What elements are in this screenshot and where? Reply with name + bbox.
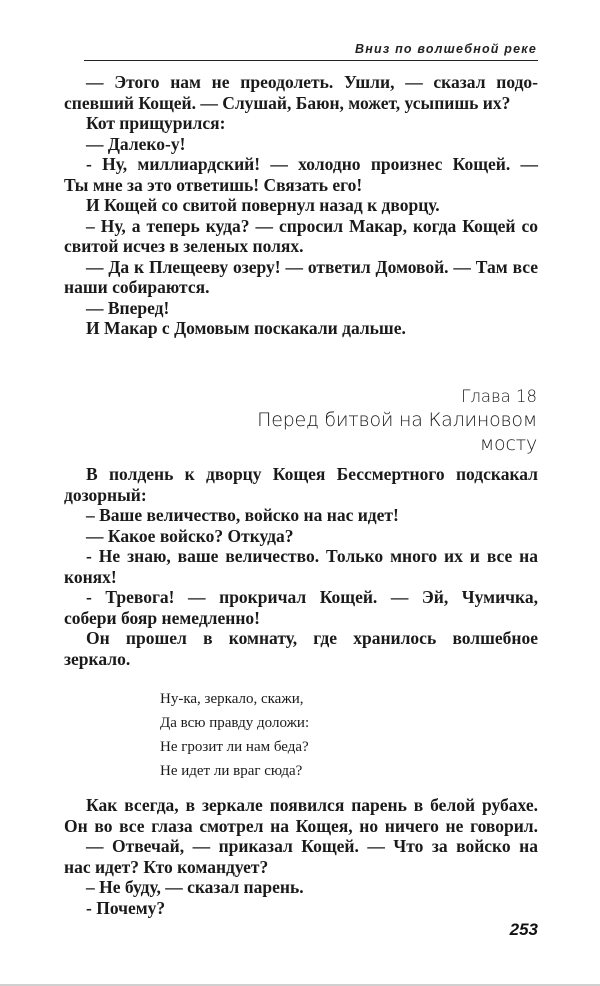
text-block-3 bbox=[64, 795, 538, 918]
text-line: дозорный: bbox=[64, 484, 147, 505]
page-number: 253 bbox=[509, 920, 538, 939]
text-line: спевший Кощей. — Слушай, Баюн, может, усыпишь их? bbox=[64, 92, 511, 113]
text-line: Как всегда, в зеркале появился парень в белой рубахе. bbox=[86, 795, 538, 815]
text-line: собери бояр немедленно! bbox=[64, 607, 260, 628]
text-line: — Какое войско? Откуда? bbox=[86, 525, 294, 546]
text-line: Ты мне за это ответишь! Связать его! bbox=[64, 174, 363, 195]
running-head: Вниз по волшебной реке bbox=[355, 42, 537, 56]
text-line: – Ваше величество, войско на нас идет! bbox=[86, 505, 399, 525]
text-line: — Отвечай, — приказал Кощей. — Что за войско на bbox=[86, 836, 538, 856]
chapter-heading bbox=[200, 386, 537, 456]
text-line: — Вперед! bbox=[86, 297, 170, 318]
text-line: зеркало. bbox=[64, 648, 131, 669]
text-line: - Не знаю, ваше величество. Только много их и все на bbox=[86, 546, 538, 566]
text-line: – Не буду, — сказал парень. bbox=[86, 877, 304, 897]
verse-line: Ну-ка, зеркало, скажи, bbox=[160, 691, 304, 707]
text-block-2 bbox=[64, 464, 538, 669]
text-line: - Почему? bbox=[86, 897, 166, 918]
text-line: наши собираются. bbox=[64, 277, 210, 297]
header-rule bbox=[84, 60, 538, 61]
text-line: - Тревога! — прокричал Кощей. — Эй, Чумичка, bbox=[86, 587, 538, 607]
text-line: И Макар с Домовым поскакали дальше. bbox=[86, 318, 406, 338]
text-line: — Далеко-у! bbox=[86, 133, 186, 154]
text-line: конях! bbox=[64, 566, 117, 587]
text-line: — Этого нам не преодолеть. Ушли, — сказал подо- bbox=[86, 72, 538, 92]
text-line: - Ну, миллиардский! — холодно произнес Кощей. — bbox=[86, 154, 538, 174]
text-block-1 bbox=[64, 72, 538, 339]
verse-block bbox=[160, 687, 460, 783]
text-line: И Кощей со свитой повернул назад к дворцу. bbox=[86, 195, 440, 215]
verse-line: Не идет ли враг сюда? bbox=[160, 763, 303, 779]
text-line: В полдень к дворцу Кощея Бессмертного подскакал bbox=[86, 464, 538, 484]
chapter-title: Перед битвой на Калиновом мосту bbox=[257, 409, 537, 455]
chapter-number: Глава 18 bbox=[461, 387, 537, 406]
text-line: — Да к Плещееву озеру! — ответил Домовой. — Там все bbox=[86, 256, 538, 277]
text-line: Он прошел в комнату, где хранилось волшебное bbox=[86, 628, 538, 648]
text-line: нас идет? Кто командует? bbox=[64, 856, 269, 877]
text-line: – Ну, а теперь куда? — спросил Макар, когда Кощей со bbox=[86, 215, 538, 236]
text-line: свитой исчез в зеленых полях. bbox=[64, 236, 304, 256]
text-line: Кот прищурился: bbox=[86, 113, 226, 133]
verse-line: Не грозит ли нам беда? bbox=[160, 739, 309, 755]
text-line: Он во все глаза смотрел на Кощея, но ничего не говорил. bbox=[64, 815, 538, 836]
verse-line: Да всю правду доложи: bbox=[160, 715, 310, 731]
